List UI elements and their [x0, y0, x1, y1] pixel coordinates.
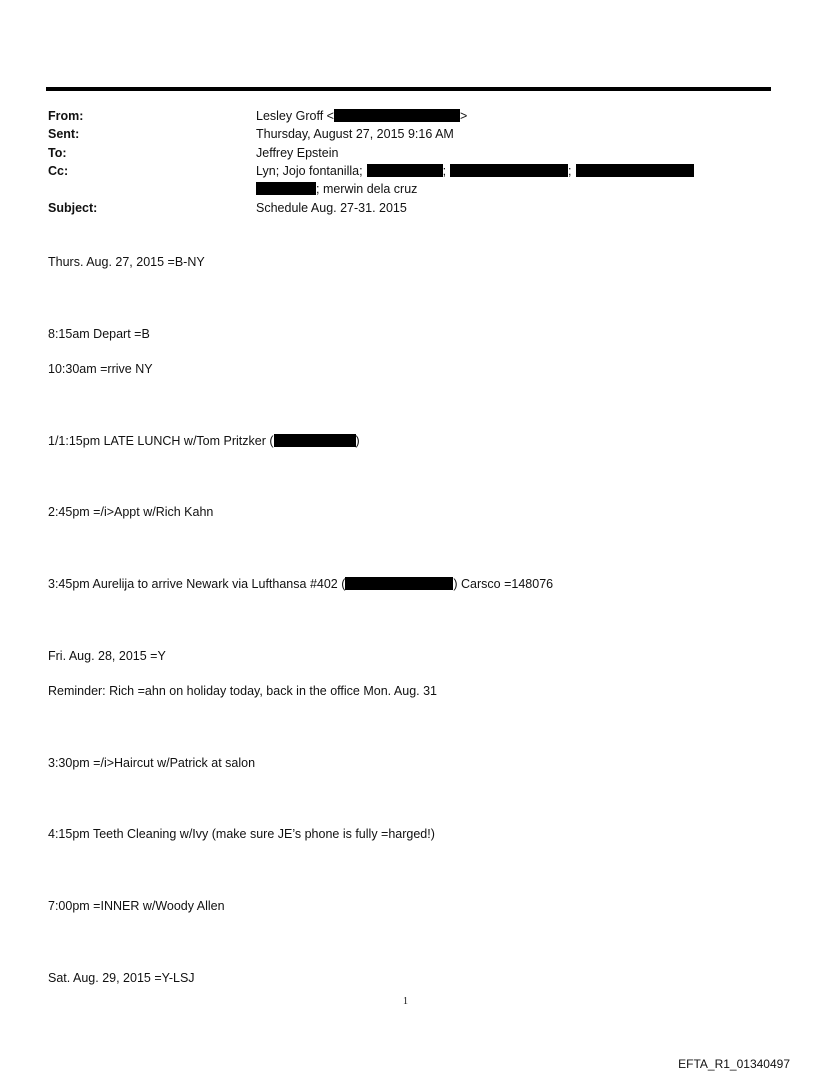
schedule-haircut: 3:30pm =/i>Haircut w/Patrick at salon [48, 756, 256, 770]
day-heading-friday: Fri. Aug. 28, 2015 =Y [48, 649, 166, 663]
redaction-box [450, 164, 568, 177]
paren-close: ) [355, 434, 360, 448]
schedule-aurelija [48, 576, 553, 592]
cc-recipients-cont: ; merwin dela cruz [316, 182, 418, 196]
to-label: To: [48, 146, 67, 160]
cc-value-cont [256, 181, 417, 197]
schedule-depart: 8:15am Depart =B [48, 327, 150, 341]
schedule-teeth: 4:15pm Teeth Cleaning w/Ivy (make sure JE’s phone is fully =harged!) [48, 827, 435, 841]
to-value: Jeffrey Epstein [256, 146, 339, 160]
subject-value: Schedule Aug. 27-31. 2015 [256, 201, 407, 215]
schedule-lunch [48, 433, 360, 449]
schedule-dinner: 7:00pm =INNER w/Woody Allen [48, 899, 225, 913]
from-value [256, 108, 467, 124]
header-divider [46, 87, 771, 91]
cc-recipients: Lyn; Jojo fontanilla; [256, 164, 363, 178]
redaction-box [256, 182, 316, 195]
aurelija-text: 3:45pm Aurelija to arrive Newark via Lufthansa #402 ( [48, 577, 346, 591]
redaction-box [334, 109, 460, 122]
redaction-box [576, 164, 694, 177]
subject-label: Subject: [48, 201, 98, 215]
day-heading-saturday: Sat. Aug. 29, 2015 =Y-LSJ [48, 971, 195, 985]
schedule-appt: 2:45pm =/i>Appt w/Rich Kahn [48, 505, 214, 519]
day-heading-thursday: Thurs. Aug. 27, 2015 =B-NY [48, 255, 205, 269]
redaction-box [367, 164, 443, 177]
from-label: From: [48, 109, 84, 123]
cc-label: Cc: [48, 164, 69, 178]
page-number: 1 [403, 996, 408, 1007]
cc-separator: ; [442, 164, 447, 178]
sent-label: Sent: [48, 127, 80, 141]
sent-value: Thursday, August 27, 2015 9:16 AM [256, 127, 454, 141]
redaction-box [345, 577, 453, 590]
lunch-text: 1/1:15pm LATE LUNCH w/Tom Pritzker ( [48, 434, 274, 448]
schedule-arrive: 10:30am =rrive NY [48, 362, 153, 376]
redaction-box [274, 434, 356, 447]
document-id: EFTA_R1_01340497 [678, 1057, 790, 1071]
schedule-reminder: Reminder: Rich =ahn on holiday today, back in the office Mon. Aug. 31 [48, 684, 438, 698]
from-close: > [459, 109, 468, 123]
from-name: Lesley Groff < [256, 109, 334, 123]
aurelija-text-post: ) Carsco =148076 [453, 577, 554, 591]
cc-value [256, 163, 694, 179]
cc-separator: ; [568, 164, 572, 178]
